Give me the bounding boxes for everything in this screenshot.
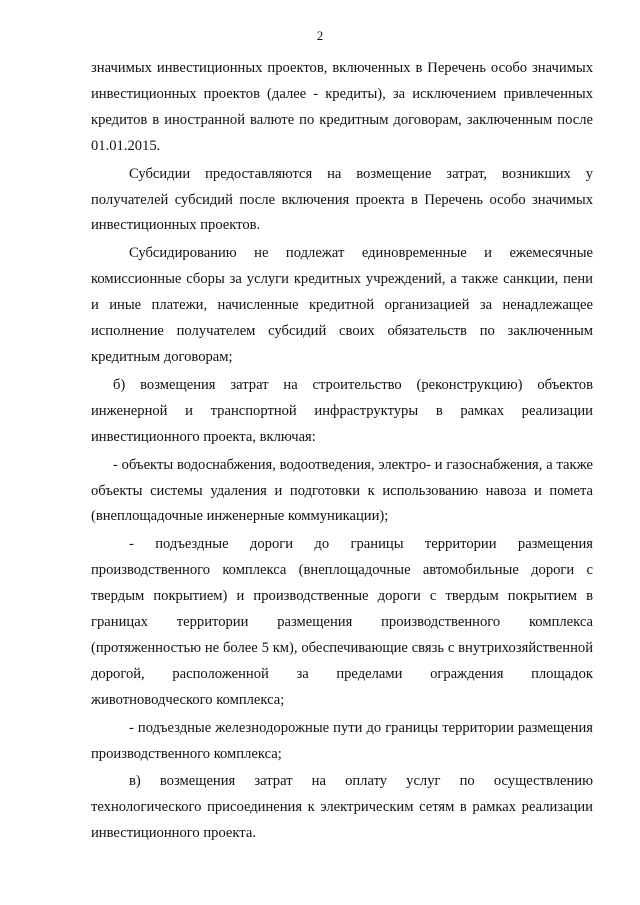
- paragraph-railway-tracks: - подъездные железнодорожные пути до границы территории размещения производственного комплекса;: [91, 719, 593, 762]
- document-body: [91, 56, 593, 847]
- paragraph-not-subsidized: Субсидированию не подлежат единовременные и ежемесячные комиссионные сборы за услуги кредитных учреждений, а также санкции, пени и иные платежи, начисленные кредитной организацией за ненадлежащее исполнение получателем субсидий своих обязательств по заключенным кредитным договорам;: [91, 245, 593, 365]
- paragraph-credits-continuation: значимых инвестиционных проектов, включенных в Перечень особо значимых инвестиционных проектов (далее - кредиты), за исключением привлеченных кредитов в иностранной валюте по кредитным договорам, заключенным после 01.01.2015.: [91, 60, 593, 154]
- paragraph-access-roads: - подъездные дороги до границы территории размещения производственного комплекса (внеплощадочные автомобильные дороги с твердым покрытием) и производственные дороги с твердым покрытием в границах территории размещения производственного комплекса (протяженностью не более 5 км), обеспечивающие связь с внутрихозяйственной дорогой, расположенной за пределами ограждения площадок животноводческого комплекса;: [91, 536, 593, 708]
- page-number: 2: [316, 28, 324, 43]
- paragraph-item-v: в) возмещения затрат на оплату услуг по осуществлению технологического присоединения к электрическим сетям в рамках реализации инвестиционного проекта.: [91, 773, 593, 842]
- paragraph-water-supply-objects: - объекты водоснабжения, водоотведения, электро- и газоснабжения, а также объекты системы удаления и подготовки к использованию навоза и помета (внеплощадочные инженерные коммуникации);: [91, 456, 593, 525]
- paragraph-item-b: б) возмещения затрат на строительство (реконструкцию) объектов инженерной и транспортной инфраструктуры в рамках реализации инвестиционного проекта, включая:: [91, 376, 593, 445]
- paragraph-subsidies-purpose: Субсидии предоставляются на возмещение затрат, возникших у получателей субсидий после включения проекта в Перечень особо значимых инвестиционных проектов.: [91, 165, 593, 234]
